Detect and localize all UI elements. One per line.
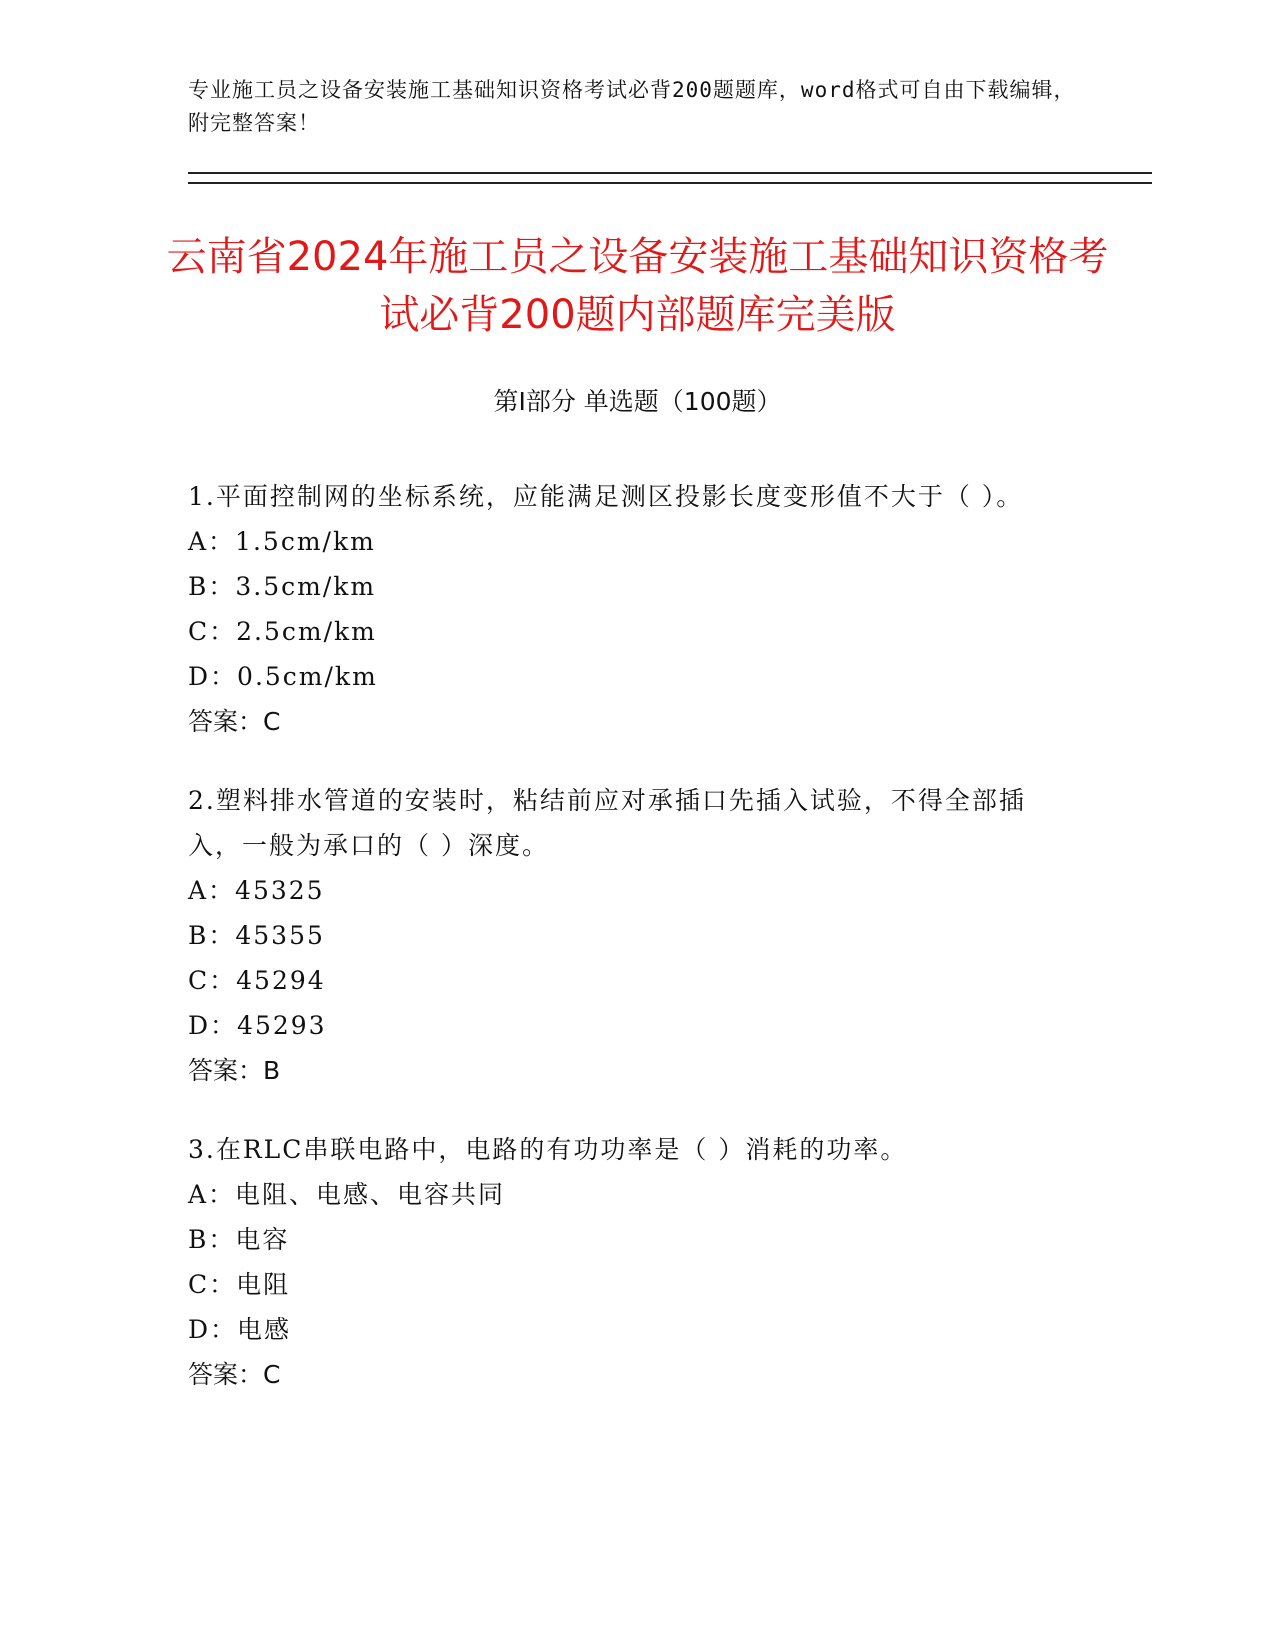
option-b: B：45355 <box>188 921 325 950</box>
question-2 <box>188 778 1068 1093</box>
answer-line <box>188 1352 1068 1397</box>
question-3 <box>188 1127 1068 1397</box>
question-1 <box>188 474 1068 744</box>
answer-label: 答案： <box>188 1056 264 1085</box>
option-b: B：3.5cm/km <box>188 572 377 601</box>
option-d: D：0.5cm/km <box>188 662 378 691</box>
option-a: A：电阻、电感、电容共同 <box>188 1180 506 1209</box>
answer-line <box>188 1048 1068 1093</box>
question-stem: 2.塑料排水管道的安装时，粘结前应对承插口先插入试验，不得全部插入，一般为承口的（ ）深度。 <box>188 786 1026 860</box>
option-c: C：2.5cm/km <box>188 617 377 646</box>
question-stem: 3.在RLC串联电路中，电路的有功功率是（ ）消耗的功率。 <box>188 1135 908 1164</box>
answer-line <box>188 699 1068 744</box>
question-list <box>188 474 1068 1431</box>
question-stem: 1.平面控制网的坐标系统，应能满足测区投影长度变形值不大于（ ）。 <box>188 482 1024 511</box>
answer-value: C <box>263 1360 281 1389</box>
option-a: A：1.5cm/km <box>188 527 376 556</box>
option-a: A：45325 <box>188 876 325 905</box>
header-rule-bottom <box>188 182 1152 184</box>
answer-label: 答案： <box>188 1360 264 1389</box>
answer-value: C <box>263 707 281 736</box>
option-d: D：电感 <box>188 1315 292 1344</box>
answer-value: B <box>263 1056 281 1085</box>
option-c: C：电阻 <box>188 1270 291 1299</box>
section-title: 第I部分 单选题（100题） <box>493 387 782 416</box>
document-title: 云南省2024年施工员之设备安装施工基础知识资格考试必背200题内部题库完美版 <box>166 234 1109 338</box>
option-b: B：电容 <box>188 1225 290 1254</box>
header-note: 专业施工员之设备安装施工基础知识资格考试必背200题题库，word格式可自由下载编辑，附完整答案！ <box>188 78 1076 135</box>
option-c: C：45294 <box>188 966 326 995</box>
header-rule-top <box>188 172 1152 174</box>
option-d: D：45293 <box>188 1011 327 1040</box>
answer-label: 答案： <box>188 707 264 736</box>
